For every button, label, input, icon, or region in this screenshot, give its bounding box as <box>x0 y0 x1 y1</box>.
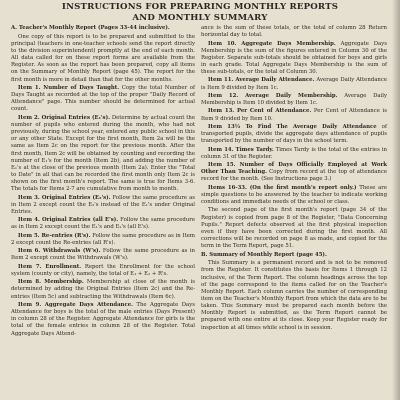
item-text: Aggregate Days Membership is the sum of the figures entered in Column 30 of the Register. Separate sub-totals should be obtained for boys and girls in each grade. Total Aggregate Days Membership is the sum of these sub-totals, or the total of Column 30. <box>201 40 387 76</box>
right-column <box>201 25 387 333</box>
paragraph <box>201 77 387 91</box>
item-heading: Item 15. Number of Days Officially Employed at Work Other Than Teaching. <box>201 162 387 176</box>
page-title: INSTRUCTIONS FOR PREPARING MONTHLY REPORTS <box>61 2 339 12</box>
item-text: Follow the same procedure as in Item 2 except count the Withdrawals (W's). <box>11 248 195 262</box>
page-subtitle: AND MONTHLY SUMMARY <box>132 13 268 23</box>
paragraph <box>11 233 195 247</box>
paragraph <box>201 124 387 145</box>
paragraph <box>201 108 387 122</box>
paragraph <box>201 185 387 206</box>
paragraph: One copy of this report is to be prepared and submitted to the principal (teachers in one-teacher schools send the report directly to the division superintendent) promptly at the end of each month. All data called for on these report forms are available from the Register. As soon as the report has been prepared, copy all items on the Summary of Monthly Report (page 45). The report for the first month is more in detail than that for the other months. <box>11 33 195 83</box>
paragraph <box>11 217 195 231</box>
section-a-heading: A. Teacher's Monthly Report (Pages 33-44 inclusive). <box>11 25 170 31</box>
paragraph <box>201 147 387 161</box>
paragraph: The second page of the first month's report (page 34 of the Register) is copied from page 8 of the Register, "Data Concerning Pupils." Report defects observed at the first physical inspection even if they have been corrected during the first month. All corrections will be recorded on page 8 as made, and copied for the term in the Term Report, page 51. <box>201 207 387 250</box>
item-heading: Item 13½ To Find The Average Daily Attendance <box>208 123 377 130</box>
item-heading: Item 4. Original Entries (all E's). <box>18 217 119 224</box>
paragraph: This Summary is a permanent record and is not to be removed from the Register. It constitutes the basis for Items 1 through 12 inclusive, of the Term Report. The column headings across the top of the page correspond to the items called for on the Teacher's Monthly Report. Each column carries the number of corresponding item on the Teacher's Monthly Report from which the data are to be taken. This Summary must be prepared each month before the Monthly Report is submitted, as the Term Report cannot be prepared with one entire at its close. Keep your Register ready for inspection at all times while school is in session. <box>201 260 387 331</box>
item-heading: Item 3. Original Entries (E₂'s). <box>18 194 111 201</box>
item-text: Copy the total Number of Days Taught as recorded at the top of the proper "Daily Record of Attendance" page. This number should be determined for actual count. <box>11 84 195 113</box>
item-heading: Item 7. Enrollment. <box>18 263 82 270</box>
item-heading: Item 14. Times Tardy. <box>208 146 274 153</box>
section-b-heading: B. Summary of Monthly Report (page 45). <box>201 251 327 258</box>
item-heading: Item 2. Original Entries (E₁'s). <box>18 114 110 121</box>
paragraph <box>11 302 195 338</box>
item-heading: Item 9. Aggregate Days Attendance. <box>18 301 133 308</box>
paragraph <box>11 279 195 300</box>
paragraph <box>201 41 387 77</box>
paragraph: ance is the sum of these totals, or the total of column 28 Return horizontal day to total. <box>201 25 387 39</box>
item-heading: Item 5. Re-entries (R's). <box>18 232 91 239</box>
item-text: Follow the same procedure as in Item 2 except count the E₂'s instead of the E₁'s under Original Entries. <box>11 194 195 215</box>
paragraph <box>11 115 195 194</box>
item-heading: Item 13. Per Cent of Attendance. <box>208 108 312 115</box>
item-text: The Aggregate Days Attendance for boys is the total of the male entries (Days Present) in column 28 of the Register. Aggregate Attendance for girls is the total of the female entries in column 28 of the Register. Total Aggregate Days Attend- <box>11 301 195 337</box>
paragraph <box>11 85 195 114</box>
item-text: Membership at close of the month is determined by adding the Original Entries (Item 2c) and the Re-entries (Item 5c) and subtracting the Withdrawals (Item 6c). <box>11 279 196 300</box>
item-text: Follow the same procedure as in Item 2 except count the Re-entries (all R's). <box>11 232 195 246</box>
paragraph <box>11 264 195 278</box>
item-text: of transported pupils, divide the aggregate days attendance of pupils transported by the number of days in the school term. <box>201 123 387 145</box>
item-text: Times Tardy is the total of the entries in column 31 of the Register. <box>201 146 387 160</box>
item-text: These are simple questions to be answered by the teacher to indicate working conditions and immediate needs of the school or class. <box>201 184 387 206</box>
item-heading: Item 1. Number of Days Taught. <box>18 84 120 91</box>
item-heading: Item 6. Withdrawals (W's). <box>18 248 101 255</box>
page-edge-shadow <box>392 0 400 400</box>
item-text: Follow the same procedure as in Item 2 except count the E₁'s and E₂'s (all E's). <box>11 217 195 231</box>
item-text: Report the Enrollment for the school system (county or city), namely, the total of E₁ + E₂ + R's. <box>11 263 195 277</box>
item-text: Determine by actual count the number of pupils who entered during the month, who had not previously, during the school year, entered any public school in this or any other State. Except for the first month, Item 2a will be the same as Item 2c on the report for the previous month. After the first month, Item 2c will be obtained by counting and recording the number of E₁'s for the month (Item 2b), and adding the number of E₁'s at the close of the previous month (Item 2a). Enter the "Total to Date" in all that can be recorded the first month only Item 2c is shown on the first month's report. The same is true for Items 3-6. The totals for Items 2-7 are cumulative from month to month. <box>11 114 196 193</box>
item-heading: Item 8. Membership. <box>18 279 84 286</box>
item-text: Average Daily Attendance is Item 9 divided by Item 1c. <box>201 77 387 91</box>
left-column <box>11 25 195 339</box>
item-text: Per Cent of Attendance is Item 9 divided by Item 10. <box>201 108 387 122</box>
item-heading: Item 12. Average Daily Membership. <box>208 92 338 99</box>
item-heading: Item 11. Average Daily Attendance. <box>208 77 315 84</box>
paragraph <box>201 93 387 107</box>
item-heading: Items 16-33. (On the first month's report only.) <box>208 184 357 191</box>
paragraph <box>11 195 195 216</box>
paragraph <box>201 162 387 183</box>
paragraph <box>11 248 195 262</box>
item-text: Average Daily Membership is Item 10 divided by Item 1c. <box>201 92 387 107</box>
item-heading: Item 10. Aggregate Days Membership. <box>208 40 336 47</box>
item-text: Copy from record at the top of attendance record for the month. (See Instructions page 3.) <box>201 169 387 183</box>
